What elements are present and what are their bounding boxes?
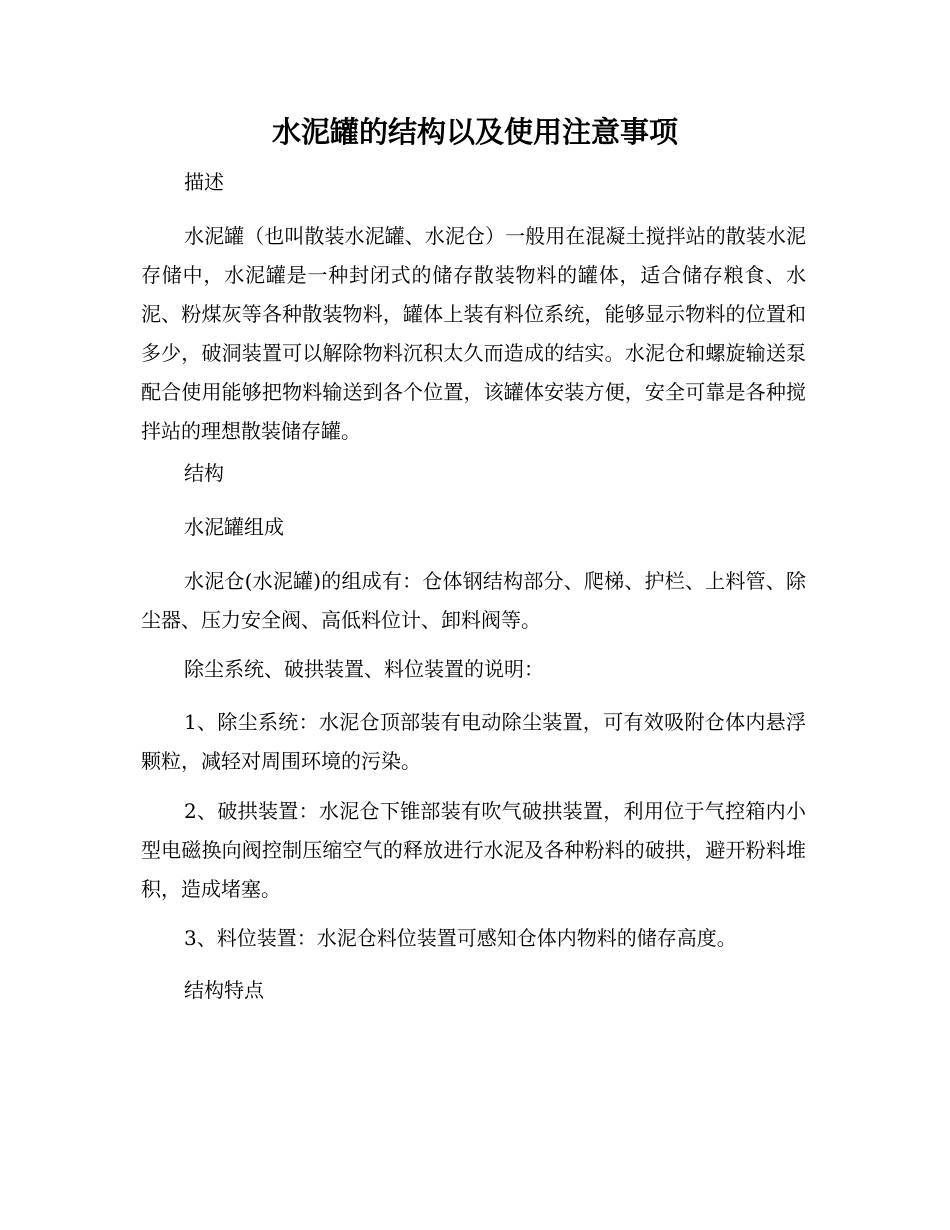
paragraph-arch-breaking: 2、破拱装置：水泥仓下锥部装有吹气破拱装置，利用位于气控箱内小型电磁换向阀控制压缩空气的释放进行水泥及各种粉料的破拱，避开粉料堆积，造成堵塞。 xyxy=(141,799,806,901)
paragraph-level-device: 3、料位装置：水泥仓料位装置可感知仓体内物料的储存高度。 xyxy=(184,926,737,950)
document-title: 水泥罐的结构以及使用注意事项 xyxy=(271,115,678,149)
paragraph-systems-intro: 除尘系统、破拱装置、料位装置的说明： xyxy=(184,657,544,681)
heading-structural-features: 结构特点 xyxy=(184,978,264,1002)
heading-description: 描述 xyxy=(184,170,224,194)
heading-composition: 水泥罐组成 xyxy=(184,515,284,539)
paragraph-composition: 水泥仓(水泥罐)的组成有：仓体钢结构部分、爬梯、护栏、上料管、除尘器、压力安全阀、高低料位计、卸料阀等。 xyxy=(141,569,806,632)
paragraph-description: 水泥罐（也叫散装水泥罐、水泥仓）一般用在混凝土搅拌站的散装水泥存储中，水泥罐是一种封闭式的储存散装物料的罐体，适合储存粮食、水泥、粉煤灰等各种散装物料，罐体上装有料位系统，能够显示物料的位置和多少，破洞装置可以解除物料沉积太久而造成的结实。水泥仓和螺旋输送泵配合使用能够把物料输送到各个位置，该罐体安装方便，安全可靠是各种搅拌站的理想散装储存罐。 xyxy=(141,224,806,443)
paragraph-dust-removal: 1、除尘系统：水泥仓顶部装有电动除尘装置，可有效吸附仓体内悬浮颗粒，减轻对周围环境的污染。 xyxy=(141,710,806,773)
heading-structure: 结构 xyxy=(184,461,224,485)
